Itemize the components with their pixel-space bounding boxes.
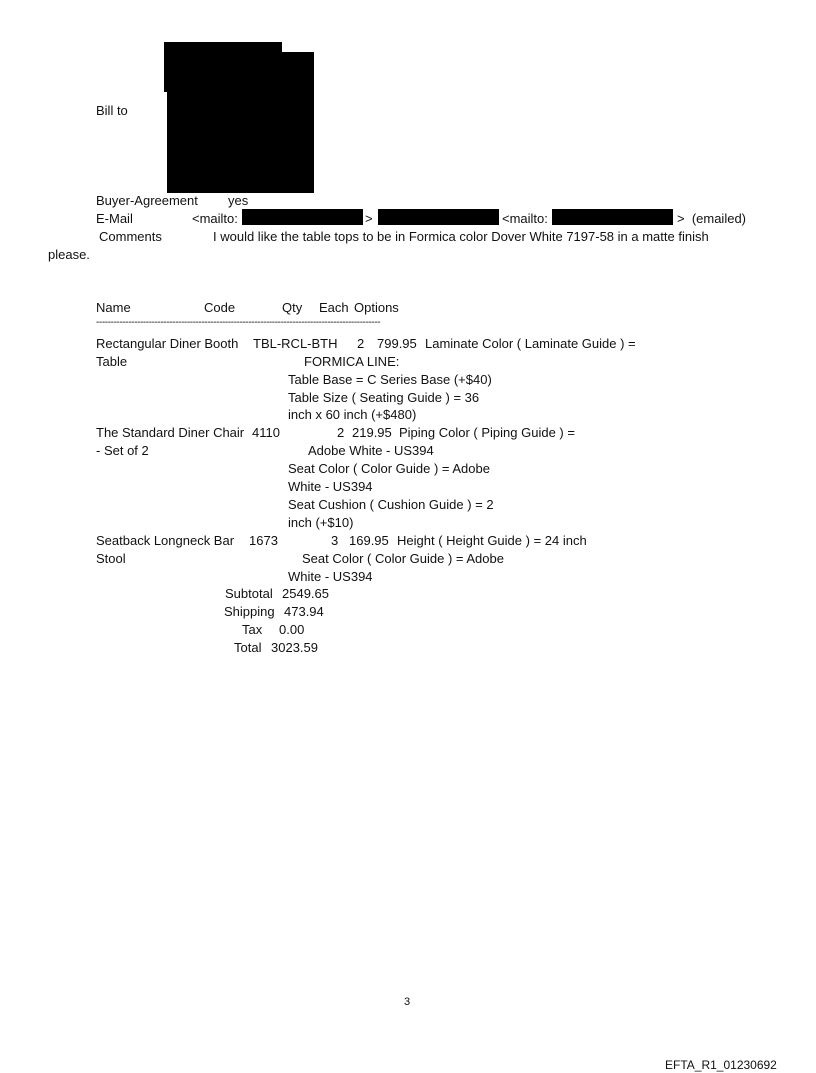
email-label: E-Mail [96, 211, 133, 226]
item-name-continued: - Set of 2 [96, 443, 149, 458]
redaction-block [167, 90, 314, 193]
comments-text-continued: please. [48, 247, 90, 262]
item-option: White - US394 [288, 479, 373, 494]
item-name: The Standard Diner Chair [96, 425, 245, 440]
item-each: 169.95 [349, 533, 389, 548]
tax-label: Tax [242, 622, 263, 637]
shipping-label: Shipping [224, 604, 275, 619]
item-option: Height ( Height Guide ) = 24 inch [397, 533, 587, 548]
column-header-options: Options [354, 300, 399, 315]
item-option: FORMICA LINE: [304, 354, 400, 369]
item-code: 4110 [252, 425, 280, 440]
mailto-prefix: <mailto: [192, 211, 238, 226]
item-option: Seat Color ( Color Guide ) = Adobe [302, 551, 504, 566]
redaction-block [164, 52, 314, 92]
item-code: 1673 [249, 533, 278, 548]
redaction-block [552, 209, 673, 225]
page-number: 3 [404, 996, 411, 1008]
item-option: Table Base = C Series Base (+$40) [288, 372, 492, 387]
subtotal-value: 2549.65 [282, 586, 329, 601]
mailto-suffix-emailed: > (emailed) [677, 211, 746, 226]
total-label: Total [234, 640, 262, 655]
comments-text: I would like the table tops to be in Formica color Dover White 7197-58 in a matte finish [213, 229, 709, 244]
item-name: Rectangular Diner Booth [96, 336, 239, 351]
item-each: 799.95 [377, 336, 417, 351]
subtotal-label: Subtotal [225, 586, 273, 601]
buyer-agreement-value: yes [228, 193, 249, 208]
item-name-continued: Table [96, 354, 128, 369]
bill-to-label: Bill to [96, 103, 128, 118]
item-name-continued: Stool [96, 551, 126, 566]
column-header-each: Each [319, 300, 349, 315]
header-divider: ------------------------------------------------------------------------------------------------- [96, 317, 381, 328]
item-option: inch (+$10) [288, 515, 354, 530]
item-name: Seatback Longneck Bar [96, 533, 235, 548]
column-header-name: Name [96, 300, 131, 315]
item-option: Table Size ( Seating Guide ) = 36 [288, 390, 480, 405]
redaction-block [242, 209, 363, 225]
item-option: Adobe White - US394 [308, 443, 434, 458]
column-header-qty: Qty [282, 300, 303, 315]
tax-value: 0.00 [279, 622, 305, 637]
item-qty: 2 [337, 425, 345, 440]
mailto-prefix: <mailto: [502, 211, 548, 226]
document-id: EFTA_R1_01230692 [665, 1058, 777, 1072]
item-option: inch x 60 inch (+$480) [288, 407, 417, 422]
mailto-suffix: > [365, 211, 373, 226]
item-option: Laminate Color ( Laminate Guide ) = [425, 336, 636, 351]
item-qty: 2 [357, 336, 365, 351]
comments-label: Comments [99, 229, 162, 244]
item-option: White - US394 [288, 569, 373, 584]
item-option: Seat Color ( Color Guide ) = Adobe [288, 461, 490, 476]
item-qty: 3 [331, 533, 339, 548]
shipping-value: 473.94 [284, 604, 324, 619]
item-option: Seat Cushion ( Cushion Guide ) = 2 [288, 497, 494, 512]
buyer-agreement-label: Buyer-Agreement [96, 193, 198, 208]
item-each: 219.95 [352, 425, 392, 440]
redaction-block [378, 209, 499, 225]
item-option: Piping Color ( Piping Guide ) = [399, 425, 575, 440]
total-value: 3023.59 [271, 640, 318, 655]
item-code: TBL-RCL-BTH [253, 336, 338, 351]
column-header-code: Code [204, 300, 236, 315]
